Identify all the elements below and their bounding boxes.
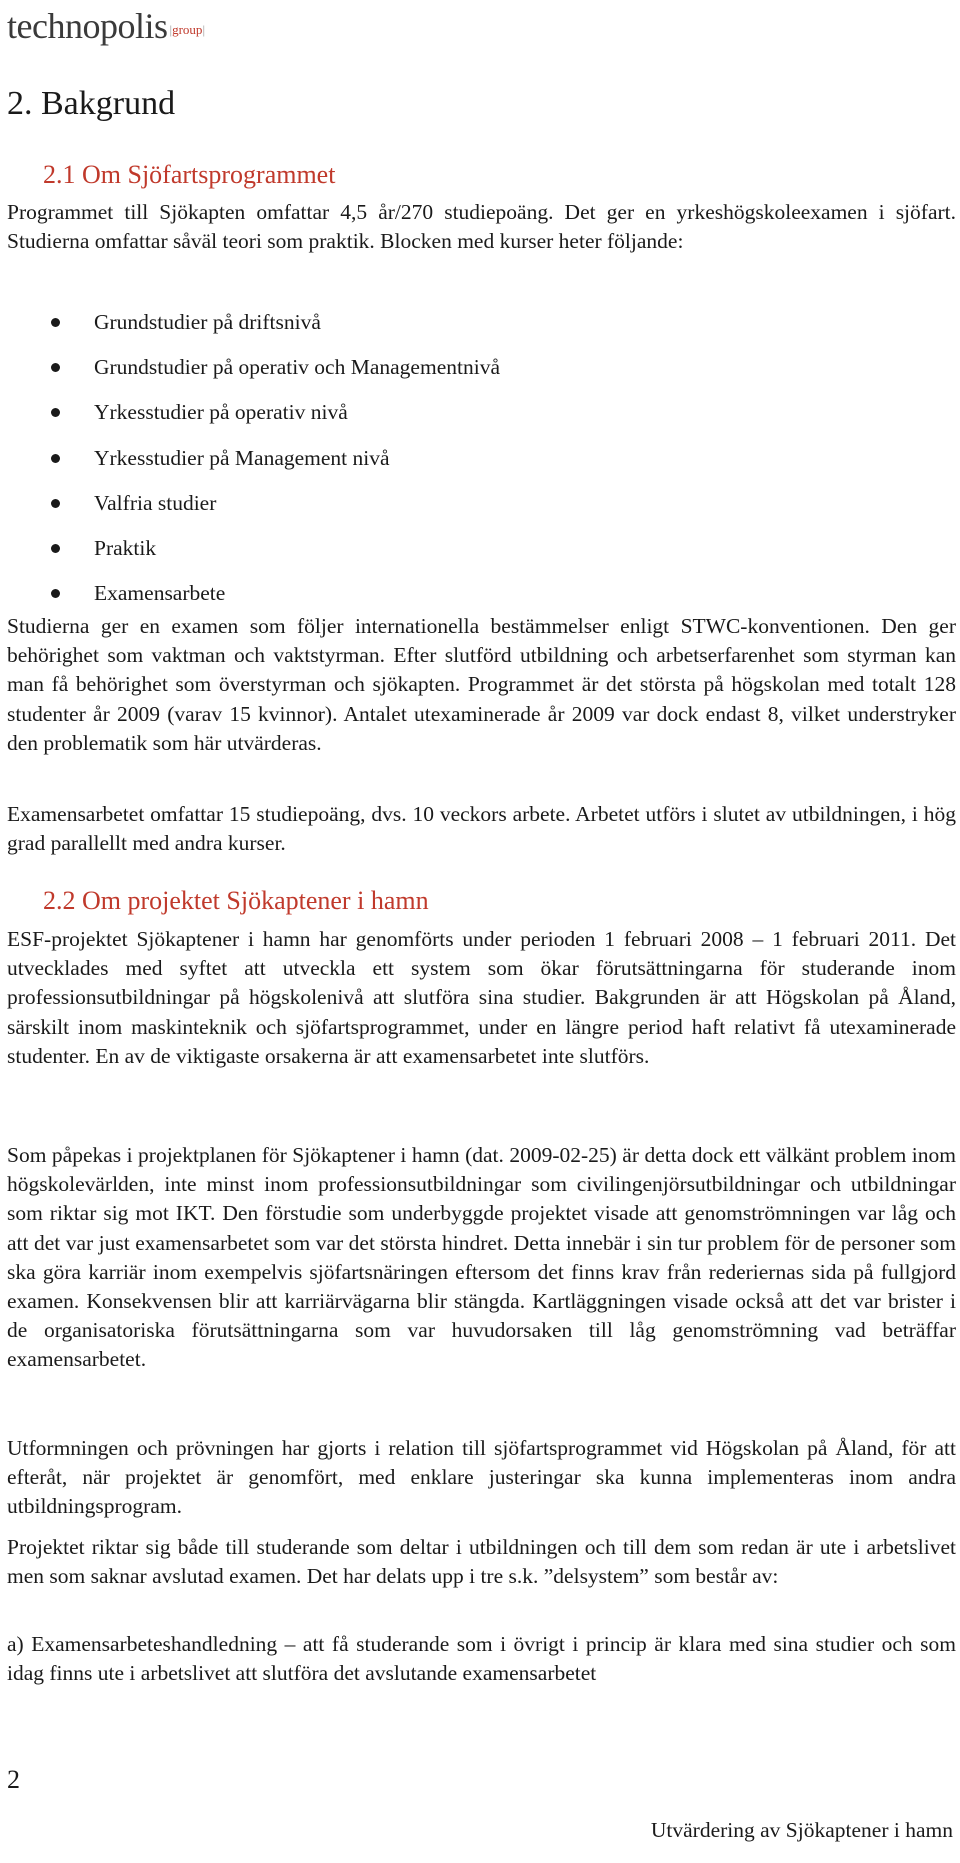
section2-para1 [7,925,956,1071]
section2-para5 [7,1630,956,1688]
technopolis-logo [7,2,205,46]
bullet-icon [51,318,60,327]
paragraph: a) Examensarbeteshandledning – att få studerande som i övrigt i princip är klara med sina studier och som idag finns ute i arbetslivet att slutföra det avslutande examensarbetet [7,1632,956,1686]
bullet-icon [51,408,60,417]
paragraph: Utformningen och prövningen har gjorts i relation till sjöfartsprogrammet vid Högskolan på Åland, för att efteråt, när projektet är genomfört, med enklare justeringar ska kunna implementeras inom andra utbildningsprogram. [7,1436,956,1519]
bullet-icon [51,544,60,553]
bullet-icon [51,363,60,372]
paragraph: Projektet riktar sig både till studerande som deltar i utbildningen och till dem som redan är ute i arbetslivet men som saknar avslutad examen. Det har delats upp i tre s.k. ”delsystem” som består av: [7,1535,956,1589]
course-block-list [7,300,907,616]
logo-wordmark: technopolis [7,6,168,46]
list-item: Valfria studier [7,481,907,526]
list-item: Grundstudier på driftsnivå [7,300,907,345]
list-item: Yrkesstudier på Management nivå [7,436,907,481]
paragraph: ESF-projektet Sjökaptener i hamn har genomförts under perioden 1 februari 2008 – 1 februari 2011. Det utvecklades med syftet att utveckla ett system som ökar förutsättningarna för studerande inom professionsutbildningar på högskolenivå att slutföra sina studier. Bakgrunden är att Högskolan på Åland, särskilt inom maskinteknik och sjöfartsprogrammet, under en längre period haft relativt få utexaminerade studenter. En av de viktigaste orsakerna är att examensarbetet inte slutförs. [7,927,956,1068]
list-item: Grundstudier på operativ och Managementnivå [7,345,907,390]
section-heading-2-1: 2.1 Om Sjöfartsprogrammet [43,160,336,189]
paragraph: Studierna ger en examen som följer internationella bestämmelser enligt STWC-konventionen. Den ger behörighet som vaktman och vaktstyrman. Efter slutförd utbildning och arbetserfarenhet som styrman kan man få behörighet som överstyrman och sjökapten. Programmet är det största på högskolan med totalt 128 studenter år 2009 (varav 15 kvinnor). Antalet utexaminerade år 2009 var dock endast 8, vilket understryker den problematik som här utvärderas. [7,614,956,755]
page-number: 2 [7,1765,20,1794]
logo-group-label: |group| [169,22,206,37]
paragraph: Som påpekas i projektplanen för Sjökaptener i hamn (dat. 2009-02-25) är detta dock ett välkänt problem inom högskolevärlden, inte minst inom professionsutbildningar som civilingenjörsutbildningar och utbildningar som riktar sig mot IKT. Den förstudie som underbyggde projektet visade att genomströmningen var låg och att det var just examensarbetet som var det största hindret. Detta innebär i sin tur problem för de personer som ska göra karriär inom exempelvis sjöfartsnäringen eftersom det finns krav från rederiernas sida på fullgjord examen. Konsekvensen blir att karriärvägarna blir stängda. Kartläggningen visade också att det var brister i de organisatoriska förutsättningarna som var huvudorsaken till låg genomströmning vad beträffar examensarbetet. [7,1143,956,1372]
section2-para4 [7,1533,956,1591]
section-heading-2-2: 2.2 Om projektet Sjökaptener i hamn [43,886,429,915]
section2-para2 [7,1141,956,1375]
paragraph: Examensarbetet omfattar 15 studiepoäng, dvs. 10 veckors arbete. Arbetet utförs i slutet av utbildningen, i hög grad parallellt med andra kurser. [7,802,956,856]
page-footer: Utvärdering av Sjökaptener i hamn [650,1818,953,1842]
section2-para3 [7,1434,956,1522]
chapter-heading: 2. Bakgrund [7,85,176,122]
list-item: Praktik [7,526,907,571]
paragraph: Programmet till Sjökapten omfattar 4,5 år/270 studiepoäng. Det ger en yrkeshögskoleexamen i sjöfart. Studierna omfattar såväl teori som praktik. Blocken med kurser heter följande: [7,200,956,254]
bullet-icon [51,589,60,598]
bullet-icon [51,454,60,463]
section1-para3 [7,800,956,858]
bullet-icon [51,499,60,508]
section1-para2 [7,612,956,758]
list-item: Yrkesstudier på operativ nivå [7,390,907,435]
list-item: Examensarbete [7,571,907,616]
section1-intro [7,198,956,256]
